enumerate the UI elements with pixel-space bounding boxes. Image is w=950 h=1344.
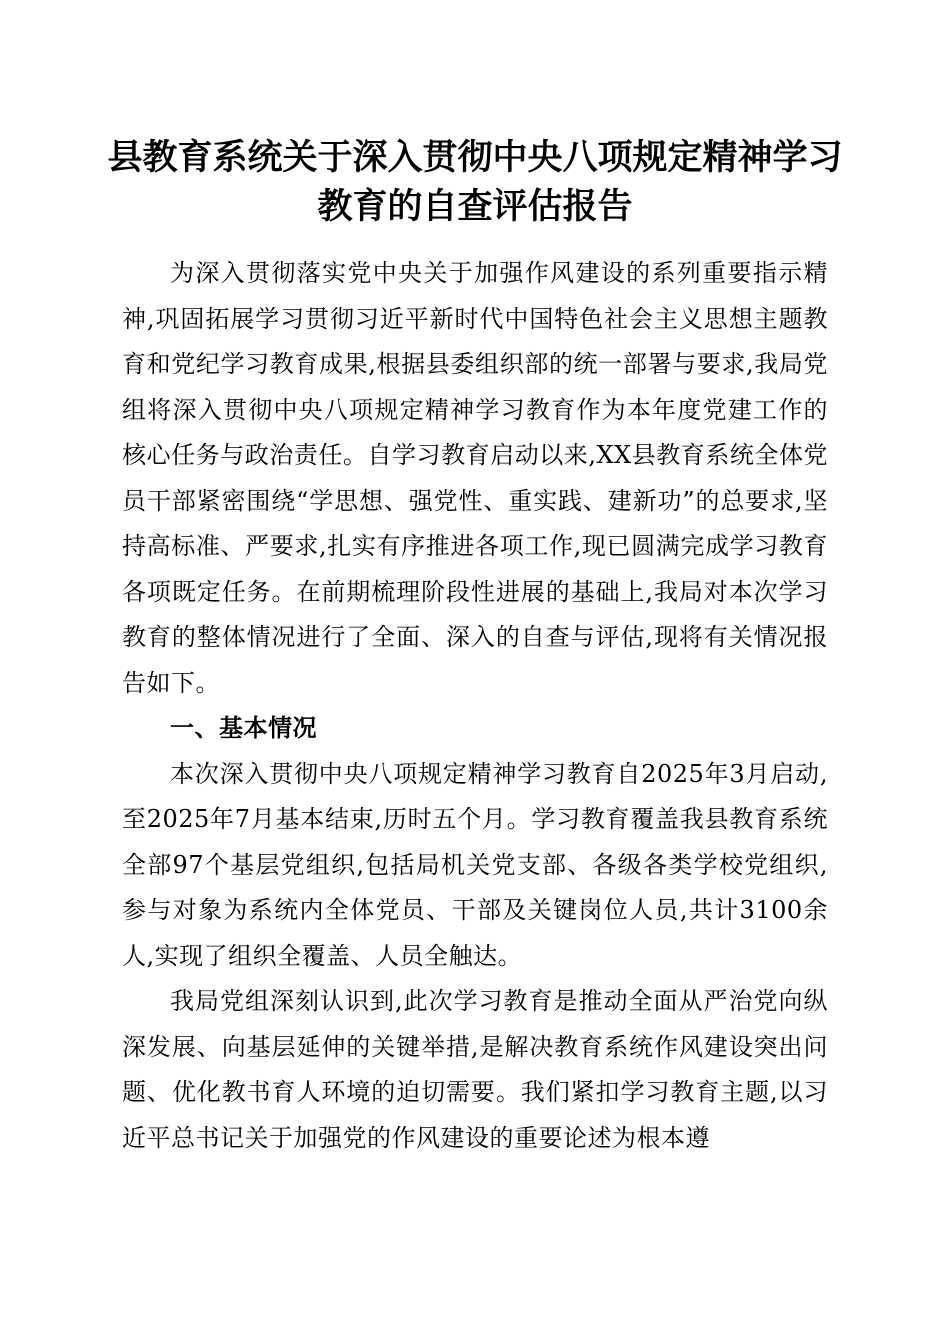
body-paragraph: 本次深入贯彻中央八项规定精神学习教育自2025年3月启动,至2025年7月基本结束,历时五个月。学习教育覆盖我县教育系统全部97个基层党组织,包括局机关党支部、各级各类学校党组织,参与对象为系统内全体党员、干部及关键岗位人员,共计3100余人,实现了组织全覆盖、人员全触达。	[122, 759, 828, 970]
intro-paragraph: 为深入贯彻落实党中央关于加强作风建设的系列重要指示精神,巩固拓展学习贯彻习近平新时代中国特色社会主义思想主题教育和党纪学习教育成果,根据县委组织部的统一部署与要求,我局党组将深入贯彻中央八项规定精神学习教育作为本年度党建工作的核心任务与政治责任。自学习教育启动以来,XX县教育系统全体党员干部紧密围绕“学思想、强党性、重实践、建新功”的总要求,坚持高标准、严要求,扎实有序推进各项工作,现已圆满完成学习教育各项既定任务。在前期梳理阶段性进展的基础上,我局对本次学习教育的整体情况进行了全面、深入的自查与评估,现将有关情况报告如下。	[122, 259, 828, 697]
body-paragraph: 我局党组深刻认识到,此次学习教育是推动全面从严治党向纵深发展、向基层延伸的关键举措,是解决教育系统作风建设突出问题、优化教书育人环境的迫切需要。我们紧扣学习教育主题,以习近平总书记关于加强党的作风建设的重要论述为根本遵	[122, 987, 828, 1152]
document-body	[122, 251, 828, 1161]
section-heading-basic-situation: 一、基本情况	[170, 714, 317, 742]
document-title: 县教育系统关于深入贯彻中央八项规定精神学习教育的自查评估报告	[107, 137, 843, 227]
